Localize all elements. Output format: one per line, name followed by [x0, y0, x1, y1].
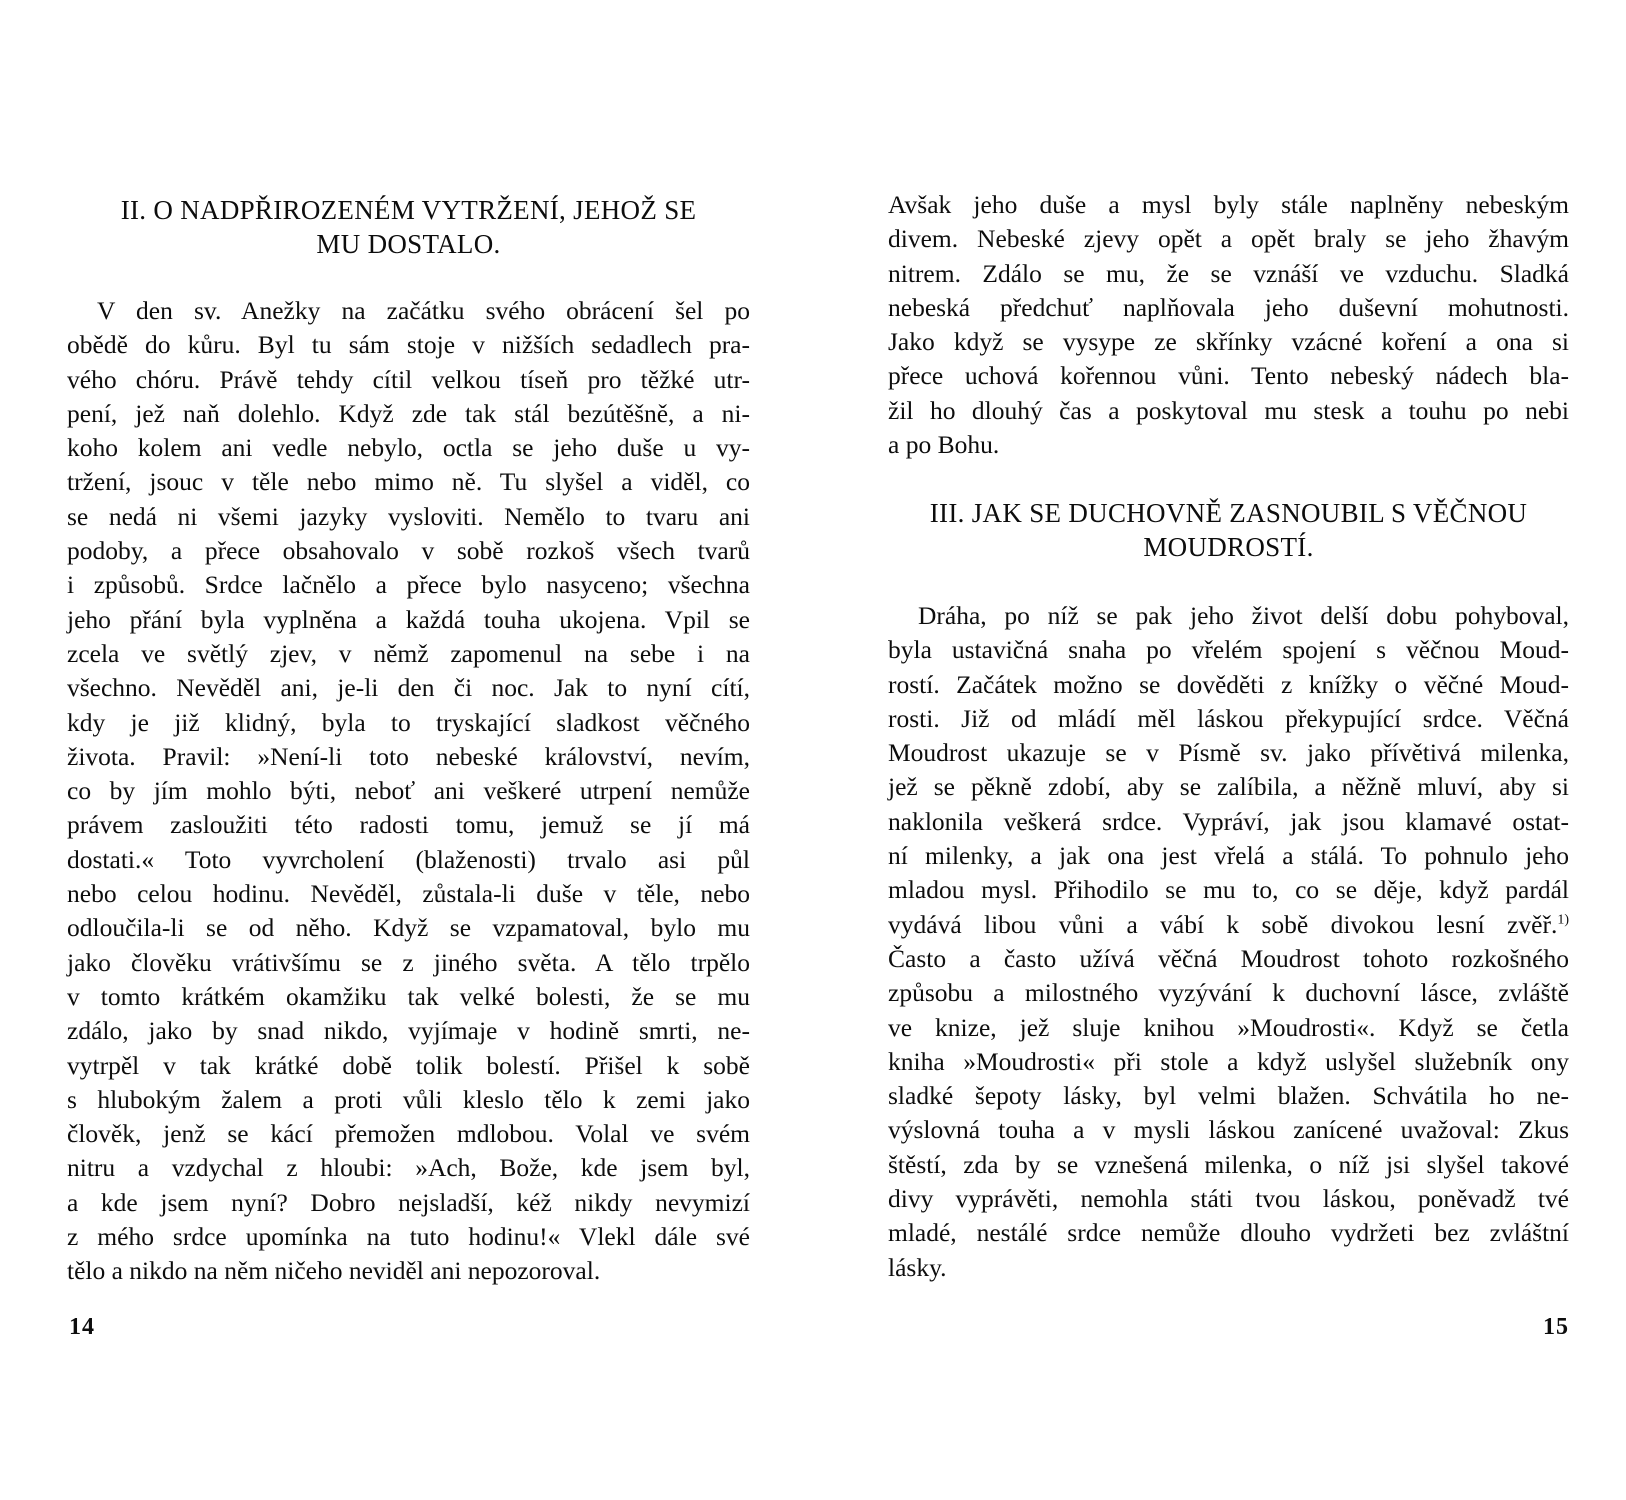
text-line: zcela ve světlý zjev, v němž zapomenul na sebe i na	[67, 638, 750, 668]
text-line: způsobu a milostného vyzývání k duchovní lásce, zvláště	[888, 978, 1569, 1008]
page-number: 15	[1543, 1314, 1569, 1340]
text-line: výslovná touha a v mysli láskou zanícené uvažoval: Zkus	[888, 1115, 1569, 1145]
text-line: odloučila-li se od něho. Když se vzpamatoval, bylo mu	[67, 913, 750, 943]
chapter-heading-ii	[67, 193, 750, 261]
text-line: tělo a nikdo na něm ničeho neviděl ani nepozoroval.	[67, 1256, 601, 1286]
text-line: vého chóru. Právě tehdy cítil velkou tíseň pro těžké utr-	[67, 364, 750, 394]
heading-line: III. JAK SE DUCHOVNĚ ZASNOUBIL S VĚČNOU	[929, 498, 1528, 528]
text-line: ní milenky, a jak ona jest vřelá a stálá. To pohnulo jeho	[888, 841, 1569, 871]
text-line: zdálo, jako by snad nikdo, vyjímaje v hodině smrti, ne-	[67, 1016, 750, 1046]
text-line: pení, jež naň dolehlo. Když zde tak stál bezútěšně, a ni-	[67, 398, 750, 428]
text-line: divem. Nebeské zjevy opět a opět braly se jeho žhavým	[888, 224, 1569, 254]
left-page	[67, 0, 750, 1500]
text-line: V den sv. Anežky na začátku svého obrácení šel po	[97, 296, 750, 325]
text-line: obědě do kůru. Byl tu sám stoje v nižších sedadlech pra-	[67, 330, 750, 360]
text-line: nebo celou hodinu. Nevěděl, zůstala-li duše v těle, nebo	[67, 879, 750, 909]
text-line: kniha »Moudrosti« při stole a když uslyšel služebník ony	[888, 1046, 1569, 1076]
text-line: a po Bohu.	[888, 430, 1000, 460]
text-line: štěstí, zda by se vznešená milenka, o níž jsi slyšel takové	[888, 1149, 1569, 1179]
text-line: přece uchová kořennou vůni. Tento nebeský nádech bla-	[888, 361, 1569, 391]
text-line: jako člověku vrátivšímu se z jiného světa. A tělo trpělo	[67, 947, 750, 977]
heading-line: MOUDROSTÍ.	[1143, 532, 1314, 562]
page-number: 14	[69, 1314, 95, 1340]
text-line: i způsobů. Srdce lačnělo a přece bylo nasyceno; všechna	[67, 570, 750, 600]
text-line: jeho přání byla vyplněna a každá touha ukojena. Vpil se	[67, 604, 750, 634]
text-line: dostati.« Toto vyvrcholení (blaženosti) trvalo asi půl	[67, 844, 750, 874]
chapter-heading-iii	[888, 496, 1569, 564]
text-line: života. Pravil: »Není-li toto nebeské království, nevím,	[67, 741, 750, 771]
text-line: kdy je již klidný, byla to tryskající sladkost věčného	[67, 707, 750, 737]
text-line: nitrem. Zdálo se mu, že se vznáší ve vzduchu. Sladká	[888, 258, 1569, 288]
text-line: mladou mysl. Přihodilo se mu to, co se děje, když pardál	[888, 875, 1569, 905]
text-line: rosti. Již od mládí měl láskou překypující srdce. Věčná	[888, 703, 1569, 733]
text-line: tržení, jsouc v těle nebo mimo ně. Tu slyšel a viděl, co	[67, 467, 750, 497]
body-paragraph	[888, 188, 1569, 462]
text-line: lásky.	[888, 1252, 947, 1282]
text-line: jež se pěkně zdobí, aby se zalíbila, a něžně mluví, aby si	[888, 772, 1569, 802]
text-line: koho kolem ani vedle nebylo, octla se jeho duše u vy-	[67, 433, 750, 463]
right-page	[888, 0, 1569, 1500]
text-line: Avšak jeho duše a mysl byly stále naplněny nebeským	[888, 190, 1569, 219]
text-line: Moudrost ukazuje se v Písmě sv. jako přívětivá milenka,	[888, 738, 1569, 768]
text-line: Jako když se vysype ze skřínky vzácné koření a ona si	[888, 327, 1569, 357]
text-line: co by jím mohlo býti, neboť ani veškeré utrpení nemůže	[67, 776, 750, 806]
text-line: rostí. Začátek možno se dověděti z knížky o věčné Moud-	[888, 669, 1569, 699]
heading-line: II. O NADPŘIROZENÉM VYTRŽENÍ, JEHOŽ SE	[120, 195, 697, 225]
text-line: se nedá ni všemi jazyky vysloviti. Nemělo to tvaru ani	[67, 501, 750, 531]
body-paragraph	[67, 294, 750, 1289]
text-line: v tomto krátkém okamžiku tak velké bolesti, že se mu	[67, 981, 750, 1011]
footnote-marker: 1)	[1557, 912, 1569, 928]
text-line: nitru a vzdychal z hloubi: »Ach, Bože, kde jsem byl,	[67, 1153, 750, 1183]
text-line: všechno. Nevěděl ani, je-li den či noc. Jak to nyní cítí,	[67, 673, 750, 703]
text-line: byla ustavičná snaha po vřelém spojení s věčnou Moud-	[888, 635, 1569, 665]
text-line: žil ho dlouhý čas a poskytoval mu stesk a touhu po nebi	[888, 395, 1569, 425]
body-paragraph	[888, 599, 1569, 1285]
text-line: a kde jsem nyní? Dobro nejsladší, kéž nikdy nevymizí	[67, 1187, 750, 1217]
text-line: sladké šepoty lásky, byl velmi blažen. Schvátila ho ne-	[888, 1081, 1569, 1111]
text-line: Dráha, po níž se pak jeho život delší dobu pohyboval,	[918, 601, 1569, 630]
text-line: právem zasloužiti této radosti tomu, jemuž se jí má	[67, 810, 750, 840]
text-line: nebeská předchuť naplňovala jeho duševní mohutnosti.	[888, 292, 1569, 322]
text-line: vytrpěl v tak krátké době tolik bolestí. Přišel k sobě	[67, 1050, 750, 1080]
text-line: naklonila veškerá srdce. Vypráví, jak jsou klamavé ostat-	[888, 806, 1569, 836]
text-line: Často a často užívá věčná Moudrost tohoto rozkošného	[888, 943, 1569, 973]
text-line: z mého srdce upomínka na tuto hodinu!« Vlekl dále své	[67, 1222, 750, 1252]
text-line: vydává libou vůni a vábí k sobě divokou lesní zvěř.$^{1)}$	[888, 909, 1569, 939]
text-line: podoby, a přece obsahovalo v sobě rozkoš všech tvarů	[67, 536, 750, 566]
text-line: mladé, nestálé srdce nemůže dlouho vydržeti bez zvláštní	[888, 1218, 1569, 1248]
text-line: člověk, jenž se kácí přemožen mdlobou. Volal ve svém	[67, 1119, 750, 1149]
text-line: ve knize, jež sluje knihou »Moudrosti«. Když se četla	[888, 1012, 1569, 1042]
text-line: s hlubokým žalem a proti vůli kleslo tělo k zemi jako	[67, 1084, 750, 1114]
text-line: divy vyprávěti, nemohla státi tvou láskou, poněvadž tvé	[888, 1184, 1569, 1214]
heading-line: MU DOSTALO.	[316, 229, 501, 259]
